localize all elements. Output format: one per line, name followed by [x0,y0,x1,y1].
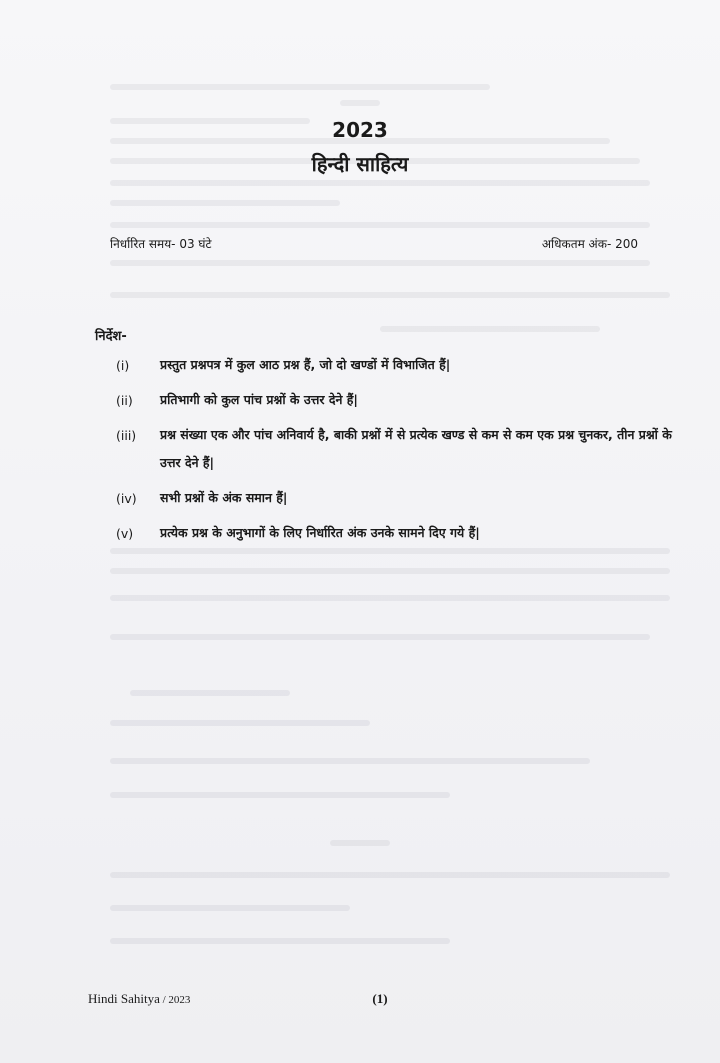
instruction-number: (ii) [116,393,133,408]
instructions-list [116,358,676,561]
instructions-heading: निर्देश- [95,329,127,344]
instruction-item [116,491,676,512]
instruction-item [116,393,676,414]
subject-title: हिन्दी साहित्य [311,152,409,176]
instruction-text: प्रत्येक प्रश्न के अनुभागों के लिए निर्धारित अंक उनके सामने दिए गये हैं| [160,525,480,540]
page-number: (1) [372,991,388,1006]
exam-year: 2023 [332,118,388,142]
footer-paper-title: Hindi Sahitya [88,991,160,1006]
footer-paper-year: / 2023 [159,994,191,1006]
instruction-number: (iii) [116,428,137,443]
instruction-item [116,358,676,379]
instruction-item [116,526,676,547]
instruction-item [116,428,676,477]
time-allowed: निर्धारित समय- 03 घंटे [110,237,212,251]
instruction-number: (iv) [116,491,137,506]
instruction-text: प्रश्न संख्या एक और पांच अनिवार्य है, बाकी प्रश्नों में से प्रत्येक खण्ड से कम से कम एक प्रश्न चुनकर, तीन प्रश्नों के उत्तर देने हैं| [160,427,672,470]
instruction-text: सभी प्रश्नों के अंक समान हैं| [160,490,288,505]
instruction-number: (v) [116,526,134,541]
instruction-number: (i) [116,358,130,373]
instruction-text: प्रस्तुत प्रश्नपत्र में कुल आठ प्रश्न हैं, जो दो खण्डों में विभाजित हैं| [160,357,451,372]
instruction-text: प्रतिभागी को कुल पांच प्रश्नों के उत्तर देने हैं| [160,392,358,407]
maximum-marks: अधिकतम अंक- 200 [541,237,638,251]
